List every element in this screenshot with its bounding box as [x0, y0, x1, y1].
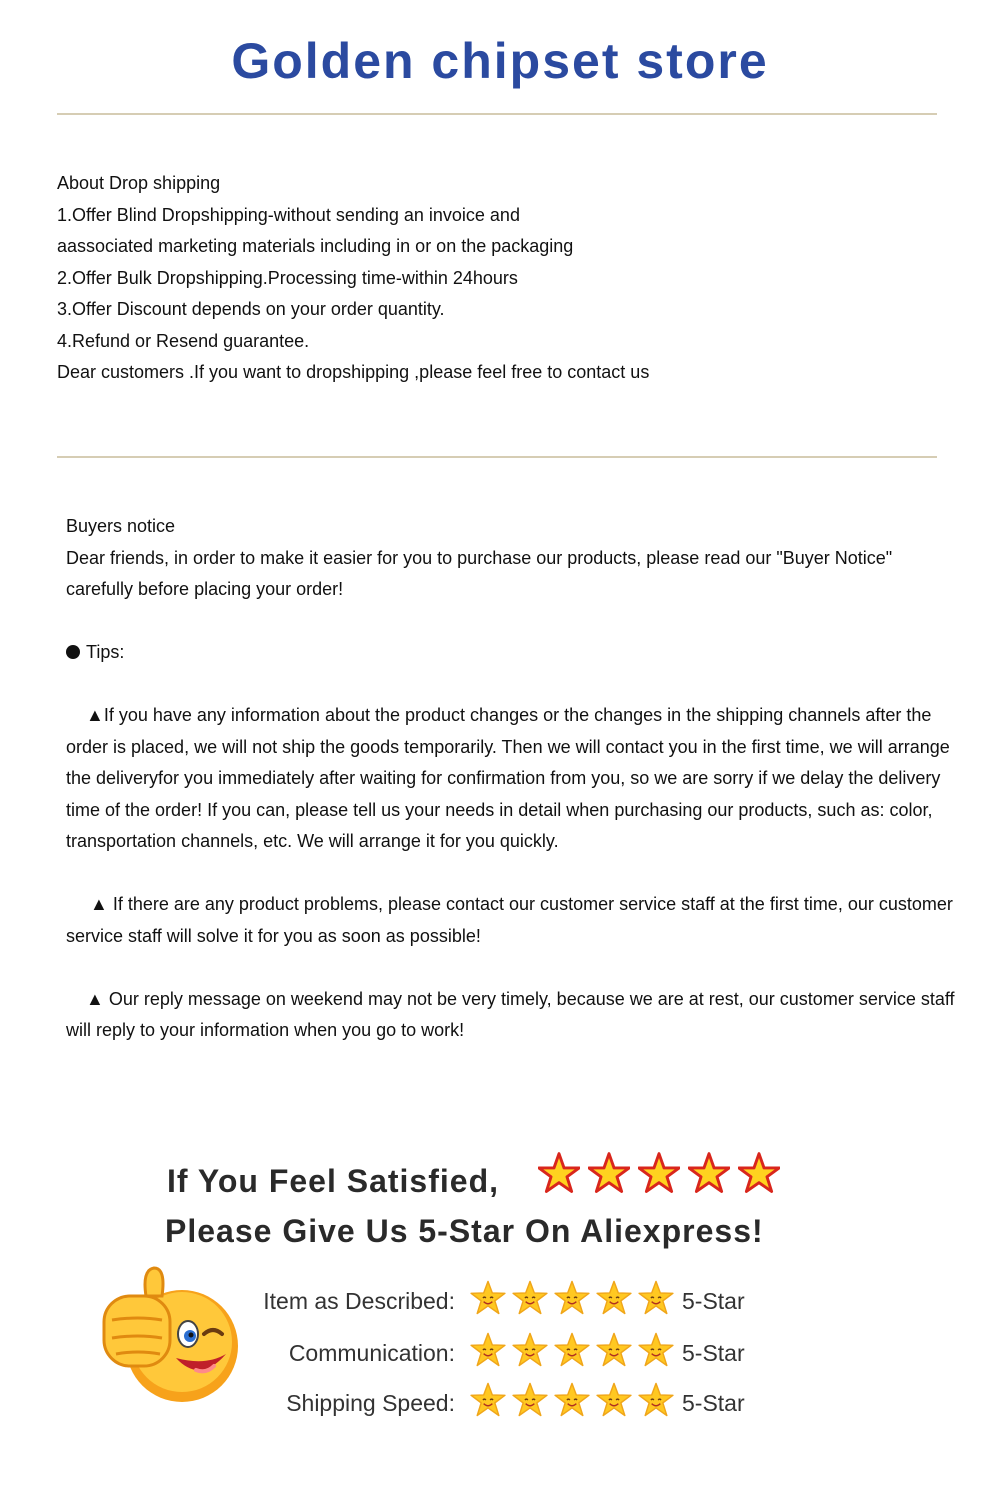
- rating-stars: [470, 1382, 674, 1418]
- notice-heading: Buyers notice: [66, 516, 176, 536]
- smiley-star-icon: [512, 1332, 548, 1368]
- tip-paragraph-3: [66, 984, 978, 1047]
- smiley-star-icon: [596, 1332, 632, 1368]
- smiley-star-icon: [554, 1332, 590, 1368]
- rating-value: 5-Star: [682, 1390, 745, 1416]
- tip-paragraph-2: [66, 889, 978, 952]
- dropship-line-4: 3.Offer Discount depends on your order quantity.: [57, 299, 445, 319]
- five-star-request-headline: Please Give Us 5-Star On Aliexpress!: [165, 1213, 764, 1249]
- rating-row-shipping-speed: [240, 1382, 800, 1430]
- bullet-icon: [66, 645, 80, 659]
- star-icon: [588, 1152, 630, 1194]
- star-icon: [538, 1152, 580, 1194]
- tip-paragraph-1: [66, 700, 956, 858]
- tips-heading: [66, 637, 978, 669]
- smiley-star-icon: [554, 1280, 590, 1316]
- rating-value: 5-Star: [682, 1340, 745, 1366]
- smiley-star-icon: [554, 1382, 590, 1418]
- star-icon: [638, 1152, 680, 1194]
- dropship-line-5: 4.Refund or Resend guarantee.: [57, 330, 310, 351]
- five-star-graphic: [538, 1152, 780, 1194]
- tips-label: Tips:: [86, 642, 125, 662]
- star-icon: [738, 1152, 780, 1194]
- store-title: Golden chipset store: [231, 33, 769, 89]
- notice-intro: Dear friends, in order to make it easier for you to purchase our products, please read our "Buyer Notice" carefully before placing your order!: [66, 547, 893, 599]
- smiley-star-icon: [638, 1382, 674, 1418]
- smiley-star-icon: [596, 1382, 632, 1418]
- dropship-line-3: 2.Offer Bulk Dropshipping.Processing time-within 24hours: [57, 267, 518, 288]
- dropship-section: [57, 168, 937, 389]
- smiley-star-icon: [596, 1280, 632, 1316]
- satisfied-headline: If You Feel Satisfied,: [167, 1163, 499, 1199]
- rating-row-communication: [240, 1332, 800, 1380]
- smiley-star-icon: [638, 1280, 674, 1316]
- smiley-star-icon: [638, 1332, 674, 1368]
- dropship-line-2: aassociated marketing materials including in or on the packaging: [57, 236, 574, 256]
- tip-text-2: ▲ If there are any product problems, please contact our customer service staff at the first time, our customer service staff will solve it for you as soon as possible!: [66, 894, 953, 946]
- rating-stars: [470, 1280, 674, 1316]
- tip-text-3: ▲ Our reply message on weekend may not be very timely, because we are at rest, our customer service staff will reply to your information when you go to work!: [66, 988, 955, 1040]
- smiley-star-icon: [512, 1382, 548, 1418]
- smiley-star-icon: [470, 1332, 506, 1368]
- rating-label: Shipping Speed:: [286, 1390, 455, 1416]
- rating-label: Communication:: [288, 1340, 455, 1366]
- smiley-star-icon: [470, 1280, 506, 1316]
- buyers-notice-section: [66, 511, 978, 1047]
- divider-top: [57, 113, 937, 115]
- dropship-contact-line: Dear customers .If you want to dropshipping ,please feel free to contact us: [57, 362, 650, 382]
- rating-stars: [470, 1332, 674, 1368]
- smiley-star-icon: [470, 1382, 506, 1418]
- thumbs-up-emoji-icon: [96, 1262, 241, 1407]
- rating-value: 5-Star: [682, 1288, 745, 1314]
- dropship-line-1: 1.Offer Blind Dropshipping-without sending an invoice and: [57, 204, 520, 225]
- tip-text-1: ▲If you have any information about the product changes or the changes in the shipping channels after the order is placed, we will not ship the goods temporarily. Then we will contact you in the first time, we will arrange the deliveryfor you immediately after waiting for confirmation from you, so we are sorry if we delay the delivery time of the order! If you can, please tell us your needs in detail when purchasing our products, such as: color, transportation channels, etc. We will arrange it for you quickly.: [66, 705, 950, 851]
- rating-row-item-described: [240, 1280, 800, 1328]
- divider-middle: [57, 456, 937, 458]
- star-icon: [688, 1152, 730, 1194]
- dropship-heading: About Drop shipping: [57, 173, 221, 193]
- smiley-star-icon: [512, 1280, 548, 1316]
- rating-label: Item as Described:: [263, 1288, 455, 1314]
